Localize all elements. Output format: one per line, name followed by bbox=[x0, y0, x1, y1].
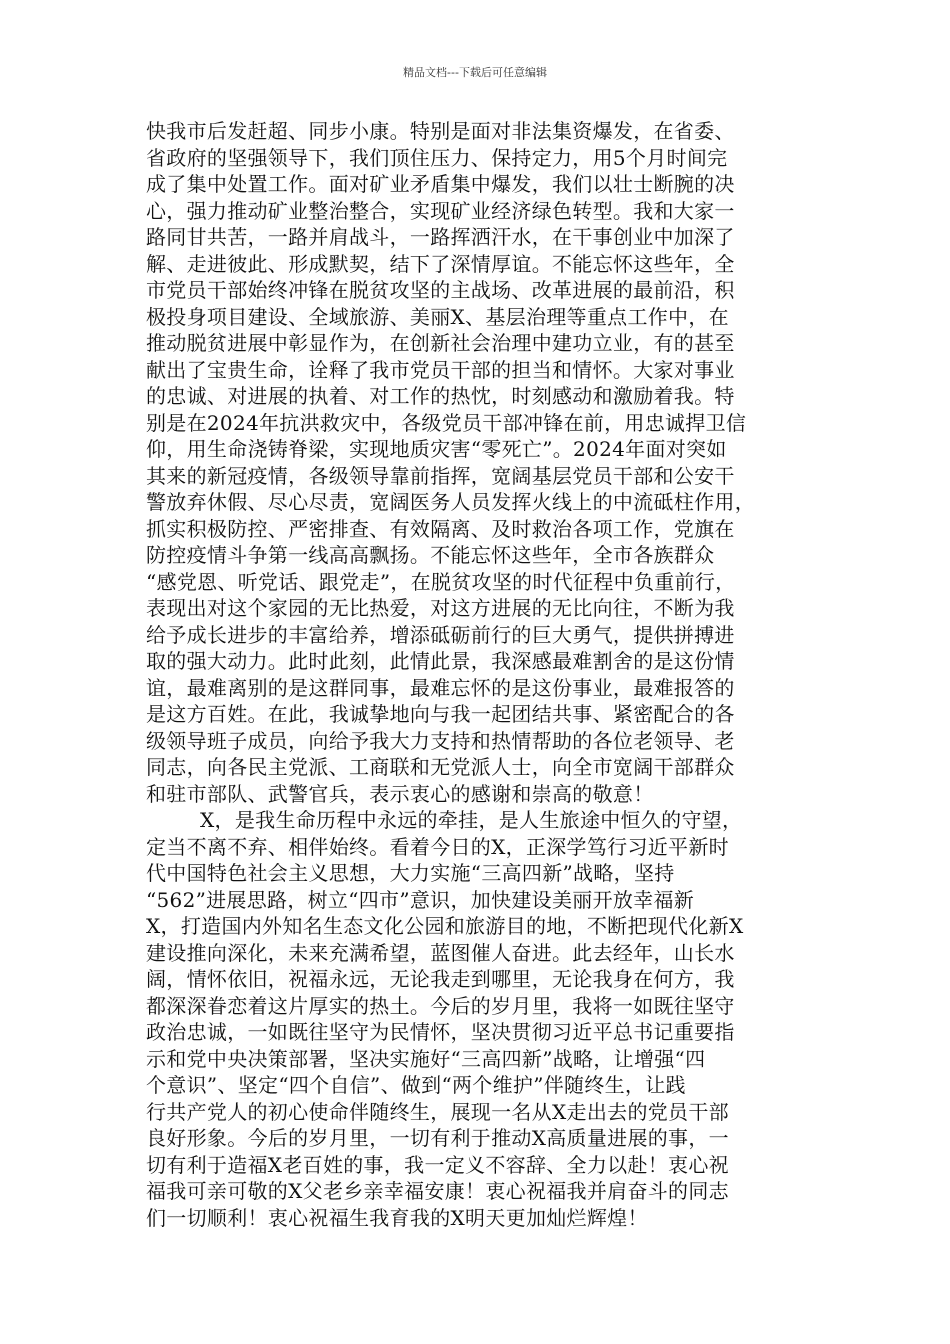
text-line: 切有利于造福X老百姓的事，我一定义不容辞、全力以赴！衷心祝 bbox=[146, 1152, 729, 1177]
text-line: 的忠诚、对进展的执着、对工作的热忱，时刻感动和激励着我。特 bbox=[146, 384, 735, 408]
text-line: 极投身项目建设、全域旅游、美丽X、基层治理等重点工作中，在 bbox=[146, 304, 729, 329]
text-line: 仰，用生命浇铸脊梁，实现地质灾害“零死亡”。2024年面对突如 bbox=[146, 437, 727, 461]
text-line: 快我市后发赶超、同步小康。特别是面对非法集资爆发，在省委、 bbox=[146, 119, 735, 143]
text-line: X，打造国内外知名生态文化公园和旅游目的地，不断把现代化新X bbox=[146, 914, 744, 938]
text-line: 献出了宝贵生命，诠释了我市党员干部的担当和情怀。大家对事业 bbox=[146, 357, 735, 382]
text-line: 阔，情怀依旧，祝福永远，无论我走到哪里，无论我身在何方，我 bbox=[146, 967, 735, 991]
text-line: 谊，最难离别的是这群同事，最难忘怀的是这份事业，最难报答的 bbox=[146, 675, 735, 700]
document-body bbox=[146, 118, 818, 1231]
text-line: 福我可亲可敬的X父老乡亲幸福安康！衷心祝福我并肩奋斗的同志 bbox=[146, 1179, 729, 1203]
page-header: 精品文档---下载后可任意编辑 bbox=[403, 66, 547, 79]
text-line: “562”进展思路，树立“四市”意识，加快建设美丽开放幸福新 bbox=[146, 887, 695, 912]
paragraph-1 bbox=[146, 118, 818, 807]
text-line: 其来的新冠疫情，各级领导靠前指挥，宽阔基层党员干部和公安干 bbox=[146, 463, 735, 488]
text-line: 个意识”、坚定“四个自信”、做到“两个维护”伴随终生，让践 bbox=[146, 1073, 686, 1097]
text-line: 防控疫情斗争第一线高高飘扬。不能忘怀这些年，全市各族群众 bbox=[146, 543, 715, 567]
text-line: 心，强力推动矿业整治整合，实现矿业经济绿色转型。我和大家一 bbox=[146, 198, 735, 223]
text-line: 良好形象。今后的岁月里，一切有利于推动X高质量进展的事，一 bbox=[146, 1126, 729, 1150]
text-line: 定当不离不弃、相伴始终。看着今日的X，正深学笃行习近平新时 bbox=[146, 834, 729, 859]
text-line: 警放弃休假、尽心尽责，宽阔医务人员发挥火线上的中流砥柱作用， bbox=[146, 490, 755, 514]
text-line: 同志，向各民主党派、工商联和无党派人士，向全市宽阔干部群众 bbox=[146, 755, 735, 779]
text-line: 路同甘共苦，一路并肩战斗，一路挥洒汗水，在干事创业中加深了 bbox=[146, 225, 735, 249]
text-line: 省政府的坚强领导下，我们顶住压力、保持定力，用5个月时间完 bbox=[146, 145, 728, 170]
text-line: 给予成长进步的丰富给养，增添砥砺前行的巨大勇气，提供拼搏进 bbox=[146, 622, 735, 647]
text-line: 取的强大动力。此时此刻，此情此景，我深感最难割舍的是这份情 bbox=[146, 649, 735, 673]
text-line: 解、走进彼此、形成默契，结下了深情厚谊。不能忘怀这些年，全 bbox=[146, 251, 735, 276]
text-line: 代中国特色社会主义思想，大力实施“三高四新”战略，坚持 bbox=[146, 861, 675, 885]
text-line: 级领导班子成员，向给予我大力支持和热情帮助的各位老领导、老 bbox=[146, 728, 735, 753]
text-line: 别是在2024年抗洪救灾中，各级党员干部冲锋在前，用忠诚捍卫信 bbox=[146, 410, 747, 435]
text-line: 建设推向深化，未来充满希望，蓝图催人奋进。此去经年，山长水 bbox=[146, 940, 735, 965]
text-line: X，是我生命历程中永远的牵挂，是人生旅途中恒久的守望， bbox=[200, 808, 743, 832]
text-line: 们一切顺利！衷心祝福生我育我的X明天更加灿烂辉煌！ bbox=[146, 1205, 648, 1230]
text-line: 政治忠诚，一如既往坚守为民情怀，坚决贯彻习近平总书记重要指 bbox=[146, 1020, 735, 1044]
text-line: “感党恩、听党话、跟党走”，在脱贫攻坚的时代征程中负重前行， bbox=[146, 569, 736, 594]
text-line: 成了集中处置工作。面对矿业矛盾集中爆发，我们以壮士断腕的决 bbox=[146, 172, 735, 196]
text-line: 表现出对这个家园的无比热爱，对这方进展的无比向往，不断为我 bbox=[146, 596, 735, 620]
text-line: 抓实积极防控、严密排查、有效隔离、及时救治各项工作，党旗在 bbox=[146, 516, 735, 541]
paragraph-2 bbox=[146, 807, 818, 1231]
text-line: 示和党中央决策部署，坚决实施好“三高四新”战略，让增强“四 bbox=[146, 1046, 706, 1071]
text-line: 行共产党人的初心使命伴随终生，展现一名从X走出去的党员干部 bbox=[146, 1099, 729, 1124]
text-line: 和驻市部队、武警官兵，表示衷心的感谢和崇高的敬意！ bbox=[146, 781, 654, 806]
text-line: 推动脱贫进展中彰显作为，在创新社会治理中建功立业，有的甚至 bbox=[146, 331, 735, 355]
text-line: 市党员干部始终冲锋在脱贫攻坚的主战场、改革进展的最前沿，积 bbox=[146, 278, 735, 302]
text-line: 是这方百姓。在此，我诚挚地向与我一起团结共事、紧密配合的各 bbox=[146, 702, 735, 726]
text-line: 都深深眷恋着这片厚实的热土。今后的岁月里，我将一如既往坚守 bbox=[146, 993, 735, 1018]
